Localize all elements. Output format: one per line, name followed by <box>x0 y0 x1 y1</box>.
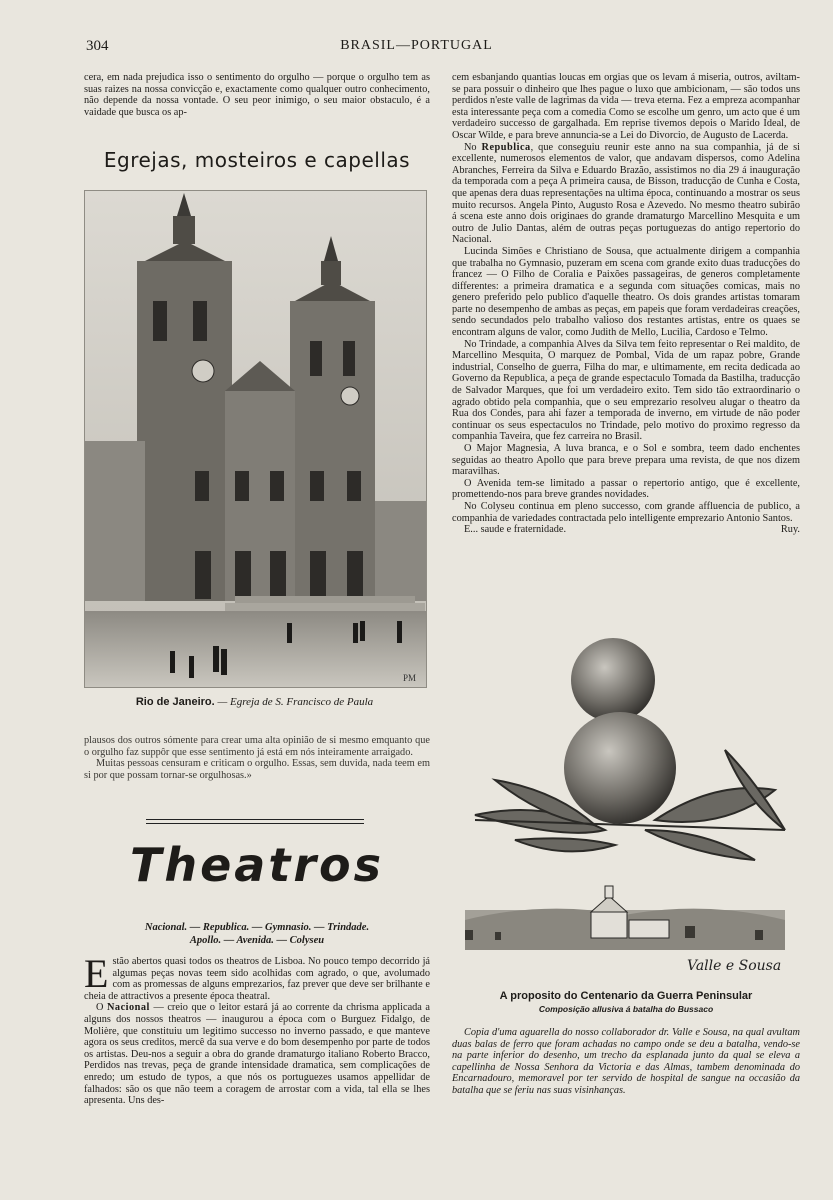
author-signature: Ruy. <box>780 524 800 536</box>
theatros-subtitle-line-1: Nacional. — Republica. — Gymnasio. — Trindade. <box>144 922 370 933</box>
running-title: BRASIL—PORTUGAL <box>340 38 493 53</box>
illustration-description <box>452 1027 800 1097</box>
cannonball-illustration <box>455 630 800 982</box>
after-photo-para-2: Muitas pessoas censuram e criticam o orgulho. Essas, sem duvida, nada teem em si por que possam tornar-se orgulhosas.» <box>84 758 430 781</box>
right-para-6: O Avenida tem-se limitado a passar o repertorio antigo, que é excellente, promettendo-nos para breve grandes novidades. <box>452 477 800 501</box>
right-para-2: No Republica, que conseguiu reunir este anno na sua companhia, já de si excellente, numerosos elementos de valor, que andavam dispersos, como Adelina Abranches, Ferreira da Silva e Eduardo Brazão, assistimos no dia 29 á inauguração da temporada com a peça A primeira causa, de Bisson, traducção de Cunha e Costa, que apenas dera duas representações na ultima época, continuando a mostrar os seus muito recursos. Angela Pinto, Augusto Rosa e Azevedo. No mesmo theatro subirão á scena este anno dois originaes do grande dramaturgo Marcellino Mesquita e um outro de Julio Dantas, além de outras peças portuguezas do antigo repertorio do Nacional. <box>452 141 800 246</box>
illustration-caption-title: A proposito do Centenario da Guerra Peninsular <box>499 990 753 1002</box>
theatros-body <box>84 951 430 1107</box>
sign-off: E... saude e fraternidade. <box>464 524 567 536</box>
photo-caption <box>84 696 425 708</box>
illustration-signature: Valle e Sousa <box>687 958 782 974</box>
left-column <box>84 72 430 186</box>
right-para-3: Lucinda Simões e Christiano de Sousa, que actualmente dirigem a companhia que trabalha no Gymnasio, puzeram em scena com grande exito duas traducções do francez — O Filho de Coralia e Paixões passageiras, de generos completamente differentes: a primeira dramatica e a segunda com situações comicas, mais no genero preferido pelo publico d'aquelle theatro. Os dois grandes artistas tomaram parte no desempenho de ambas as peças, em papeis que foram verdadeiras creações, sendo secundados pelo trabalho valioso dos restantes artistas, entre os quaes se encontram alguns de valor, como Judith de Mello, Lucilia, Cardoso e Telmo. <box>452 245 800 339</box>
theatros-para-2: O Nacional — creio que o leitor estará já ao corrente da chrisma applicada a alguns dos nossos theatros — inaugurou a época com o Burguez Fidalgo, de Molière, que constituiu um legitimo successo no inverno passado, e que manteve agora os seus creditos, mercê da sua verve e do bom desempenho por parte de todos os artistas. Deu-nos a seguir a obra do grande dramaturgo italiano Roberto Bracco, Perdidos nas trevas, peça de grande intensidade dramatica, sem complicações de enredo; um estudo de typos, a que nós os portuguezes usamos appellidar de falhados: são os que não teem a coragem de arrostar com a vida, tal ella se lhes apresenta. Uns des- <box>84 1002 430 1107</box>
signature-line <box>452 524 800 536</box>
illustration-caption <box>452 990 800 1014</box>
church-illustration <box>85 191 426 687</box>
church-photo <box>84 190 427 688</box>
intro-paragraph: cera, em nada prejudica isso o sentimento do orgulho — porque o orgulho tem as suas raizes na nossa convicção e, exactamente como qualquer outro conhecimento, não depende da nossa vontade. O seu peor inimigo, o seu maior obstaculo, é a vaidade que busca os ap- <box>84 72 430 118</box>
right-para-4: No Trindade, a companhia Alves da Silva tem feito representar o Rei maldito, de Marcellino Mesquita, O marquez de Pombal, Vida de um rapaz pobre, Grande industrial, Conselho de guerra, Filha do mar, e ultimamente, em recita dedicada ao Governo da Republica, a peça de grande espectaculo Tomada da Bastilha, traducção de Salvador Marques, que foi um verdadeiro exito. Tem sido tão extraordinario o agrado obtido pela companhia, que o seu emprezario resolveu alugar o theatro da Rua dos Condes, para ahi fazer a temporada de inverno, em virtude de não poder continuar os seus espectaculos no Trindade, pelo motivo do proximo regresso da companhia Taveira, que fez carreira no Brasil. <box>452 338 800 443</box>
watercolour-drawing <box>455 630 800 982</box>
after-photo-para-1: plausos dos outros sómente para crear uma alta opinião de si mesmo emquanto que o orgulho faz suppôr que esse sentimento já está em nós inteiramente arraigado. <box>84 735 430 758</box>
drop-cap: E <box>84 951 109 996</box>
photo-monogram: PM <box>403 673 417 683</box>
illustration-description-text: Copia d'uma aguarella do nosso collaborador dr. Valle e Sousa, na qual avultam duas balas de ferro que foram achadas no campo onde se deu a batalha, vendo-se na parte inferior do desenho, um trecho da esplanada junto da qual se eleva a capellinha de Nossa Senhora da Victoria e das Almas, tambem denominada do Encarnadouro, memoravel por ter servido de hospital de sangue na occasião da batalha que se feriu nas suas visinhanças. <box>452 1027 800 1096</box>
right-para-5: O Major Magnesia, A luva branca, e o Sol e sombra, teem dado enchentes seguidas ao theatro Apollo que para breve prepara uma revista, de que nos dizem maravilhas. <box>452 443 800 478</box>
theatros-subtitle-line-2: Apollo. — Avenida. — Colyseu <box>189 935 325 946</box>
theatros-subtitle <box>84 921 430 947</box>
section-title: Egrejas, mosteiros e capellas <box>103 148 411 173</box>
right-column <box>452 72 800 536</box>
theatros-para-1: Estão abertos quasi todos os theatros de Lisboa. No pouco tempo decorrido já algumas peças novas teem sido acolhidas com agrado, o que, avolumado com as promessas de alguns emprezarios, faz prever que deve ser brilhante e cheia de attractivos a presente época theatral. <box>84 951 430 1002</box>
theatros-heading: Theatros <box>129 838 385 892</box>
section-divider <box>146 819 364 824</box>
right-para-7: No Colyseu continua em pleno successo, com grande affluencia de publico, a companhia de variedades contractada pelo intelligente emprezario Antonio Santos. <box>452 500 800 524</box>
after-photo-text <box>84 735 430 781</box>
page-number: 304 <box>86 38 109 54</box>
illustration-caption-sub: Composição allusiva á batalha do Bussaco <box>538 1004 714 1014</box>
right-para-1: cem esbanjando quantias loucas em orgias que os levam á miseria, outros, aviltam-se para possuir o dinheiro que lhes pague o luxo que ambicionam, — são todos uns perdidos n'este valle de lagrimas da vida — treva eterna. Fez a empreza acompanhar esta interessante peça com a comedia Como se escolhe um genro, um acto que é um verdadeiro successo de gargalhada. Em reprise tivemos depois o Marido Ideal, de Oscar Wilde, e para breve annuncia-se a Lei do Divorcio, de Augusto de Lacerda. <box>452 72 800 141</box>
photo-caption-desc: — Egreja de S. Francisco de Paula <box>214 696 374 708</box>
photo-caption-place: Rio de Janeiro. <box>135 696 215 708</box>
